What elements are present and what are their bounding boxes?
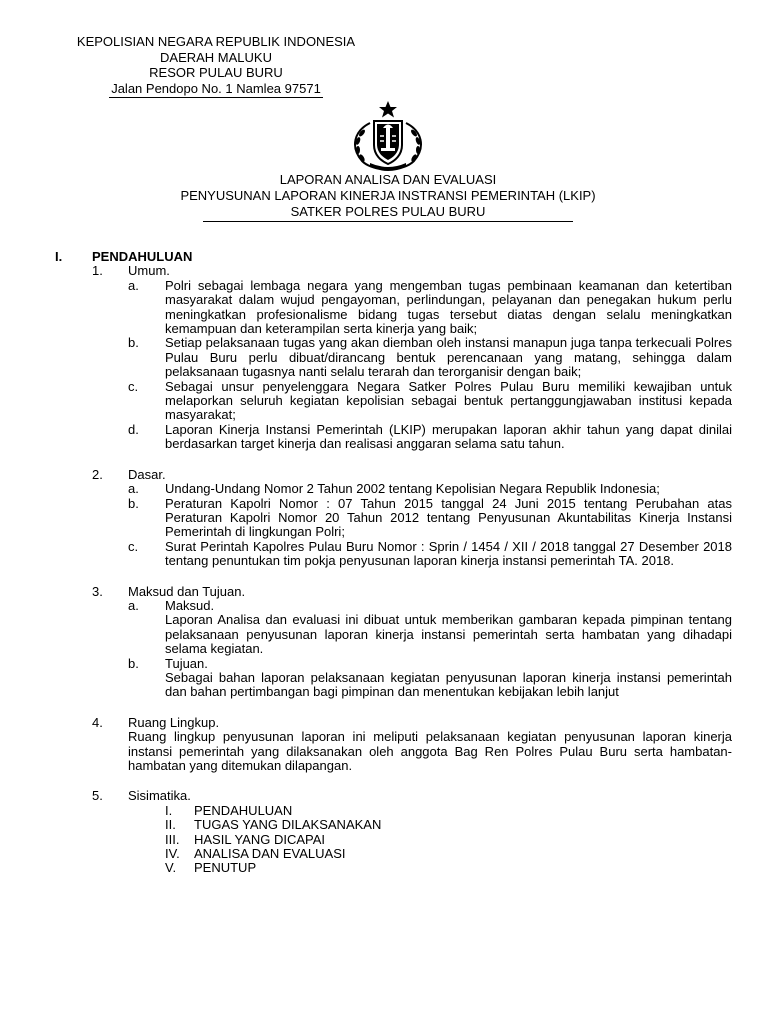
item-text: Surat Perintah Kapolres Pulau Buru Nomor : Sprin / 1454 / XII / 2018 tanggal 27 Desember 2018 tentang penuntukan tim pokja penyusunan laporan kinerja instansi pemerintah TA. 2018. [165, 538, 732, 569]
subsection-ruang-lingkup [55, 716, 732, 730]
outline-item [55, 861, 732, 875]
item-letter: d. [128, 421, 139, 437]
item-text: Laporan Analisa dan evaluasi ini dibuat untuk memberikan gambaran kepada pimpinan tentang pelaksanaan penyusunan laporan kinerja instansi pemerintah serta hambatan yang dihadapi selama kegiatan. [165, 612, 732, 657]
item-letter: b. [128, 655, 139, 671]
outline-item [55, 804, 732, 818]
outline-number: II. [165, 817, 176, 833]
paragraph-text: Ruang lingkup penyusunan laporan ini meliputi pelaksanaan kegiatan penyusunan laporan kinerja instansi pemerintah yang dilaksanakan oleh anggota Bag Ren Polres Pulau Buru serta hambatan-hambatan yang ditemukan dilapangan. [128, 729, 732, 773]
polri-emblem-icon [340, 101, 436, 171]
list-item [55, 482, 732, 496]
letterhead-line-3: RESOR PULAU BURU [149, 65, 283, 80]
list-item [55, 540, 732, 569]
item-text: Undang-Undang Nomor 2 Tahun 2002 tentang Kepolisian Negara Republik Indonesia; [165, 481, 660, 497]
section-number: I. [55, 249, 63, 264]
subsection-dasar [55, 468, 732, 482]
item-text: Sebagai bahan laporan pelaksanaan kegiatan penyusunan laporan kinerja instansi pemerintah dan bahan pertimbangan bagi pimpinan dan menentukan kebijakan lebih lanjut [165, 669, 732, 700]
subsection-number: 2. [92, 466, 103, 482]
outline-text: HASIL YANG DICAPAI [194, 831, 326, 847]
item-text: Sebagai unsur penyelenggara Negara Satker Polres Pulau Buru memiliki kewajiban untuk melaporkan seluruh kegiatan kepolisian sebagai bentuk pertanggungjawaban institusi kepada masyarakat; [165, 378, 732, 423]
section-title: PENDAHULUAN [92, 249, 193, 264]
title-line-1: LAPORAN ANALISA DAN EVALUASI [279, 172, 497, 187]
item-letter: c. [128, 538, 139, 554]
list-item [55, 657, 732, 671]
subsection-label: Umum. [128, 263, 170, 279]
item-text: Peraturan Kapolri Nomor : 07 Tahun 2015 tanggal 24 Juni 2015 tentang Perubahan atas Peraturan Kapolri Nomor 20 Tahun 2012 tentang Penyusunan Akuntabilitas Kinerja Instansi Pemerintah di lingkungan Polri; [165, 495, 732, 540]
outline-number: I. [165, 802, 173, 818]
outline-item [55, 833, 732, 847]
letterhead [60, 34, 372, 98]
list-item-text [55, 613, 732, 656]
outline-text: PENUTUP [194, 860, 257, 876]
subsection-label: Sisimatika. [128, 788, 191, 804]
subsection-number: 3. [92, 583, 103, 599]
subsection-number: 1. [92, 263, 103, 279]
item-label: Tujuan. [165, 655, 208, 671]
list-item [55, 336, 732, 379]
item-letter: a. [128, 597, 139, 613]
list-item [55, 599, 732, 613]
list-item [55, 423, 732, 452]
item-text: Setiap pelaksanaan tugas yang akan diemban oleh instansi manapun juga tanpa terkecuali Polres Pulau Buru perlu dibuat/dirancang bentuk perencanaan yang matang, sehingga dalam pelaksanaan tugasnya nanti selalu terarah dan terorganisir dengan baik; [165, 335, 732, 380]
subsection-maksud-tujuan [55, 585, 732, 599]
subsection-label: Ruang Lingkup. [128, 714, 220, 730]
document-body [55, 250, 732, 876]
outline-text: ANALISA DAN EVALUASI [194, 846, 346, 862]
outline-item [55, 818, 732, 832]
subsection-label: Maksud dan Tujuan. [128, 583, 246, 599]
letterhead-address: Jalan Pendopo No. 1 Namlea 97571 [109, 81, 323, 99]
letterhead-line-2: DAERAH MALUKU [160, 49, 272, 65]
item-text: Polri sebagai lembaga negara yang mengemban tugas pembinaan keamanan dan ketertiban masyarakat dalam wujud pengayoman, perlindungan, pelayanan dan penegakan hukum perlu meningkatkan profesionalisme bidang tugas tersebut diatas dengan selalu meningkatkan kemampuan dan keterampilan serta kinerja yang baik; [165, 277, 732, 337]
item-letter: a. [128, 277, 139, 293]
subsection-label: Dasar. [128, 466, 166, 482]
subsection-number: 5. [92, 788, 103, 804]
paragraph [55, 730, 732, 773]
outline-item [55, 847, 732, 861]
item-letter: a. [128, 481, 139, 497]
letterhead-line-1: KEPOLISIAN NEGARA REPUBLIK INDONESIA [76, 34, 356, 49]
list-item [55, 497, 732, 540]
subsection-sisimatika [55, 789, 732, 803]
report-title [0, 172, 768, 222]
outline-number: V. [165, 860, 177, 876]
item-letter: b. [128, 495, 139, 511]
list-item [55, 279, 732, 337]
item-letter: b. [128, 335, 139, 351]
section-heading [55, 250, 732, 264]
subsection-umum [55, 264, 732, 278]
outline-text: TUGAS YANG DILAKSANAKAN [194, 817, 382, 833]
outline-number: IV. [165, 846, 180, 862]
title-line-3: SATKER POLRES PULAU BURU [203, 204, 574, 222]
item-label: Maksud. [165, 597, 215, 613]
list-item-text [55, 671, 732, 700]
item-letter: c. [128, 378, 139, 394]
title-line-2: PENYUSUNAN LAPORAN KINERJA INSTRANSI PEMERINTAH (LKIP) [180, 188, 596, 203]
outline-number: III. [165, 831, 180, 847]
item-text: Laporan Kinerja Instansi Pemerintah (LKIP) merupakan laporan akhir tahun yang dapat dinilai berdasarkan target kinerja dan realisasi anggaran selama satu tahun. [165, 421, 732, 452]
outline-text: PENDAHULUAN [194, 802, 293, 818]
list-item [55, 380, 732, 423]
subsection-number: 4. [92, 714, 103, 730]
